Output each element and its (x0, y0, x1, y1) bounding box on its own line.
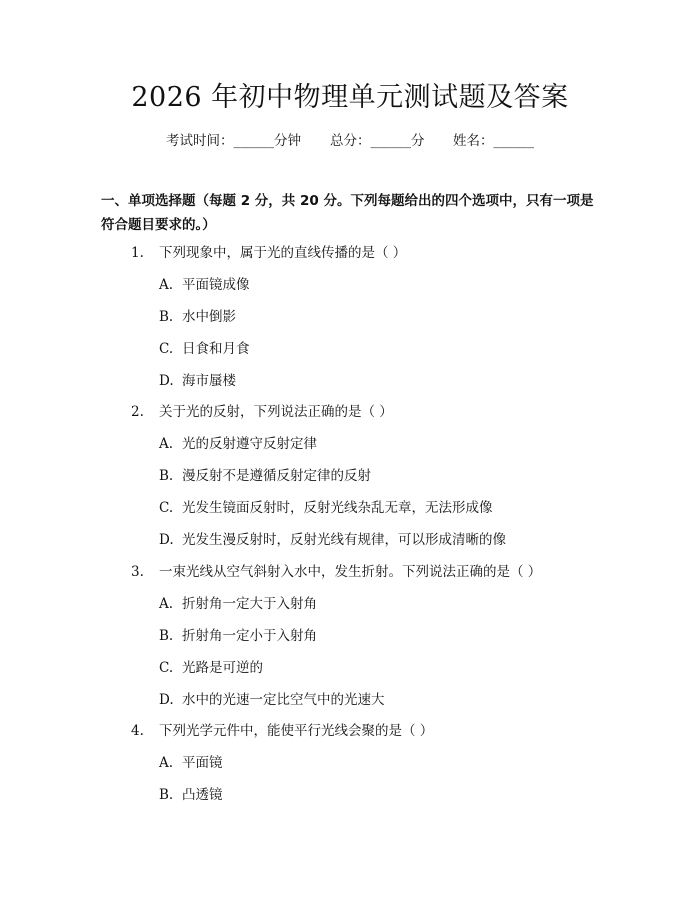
option-letter: B. (159, 787, 174, 803)
question-item (131, 562, 541, 582)
question-number: 2. (131, 404, 144, 420)
section-heading: 一、单项选择题（每题 2 分，共 20 分。下列每题给出的四个选项中，只有一项是符合题目要求的。） (101, 193, 594, 233)
option-item (159, 339, 250, 359)
option-text: 水中的光速一定比空气中的光速大 (182, 692, 385, 708)
student-name-field: 姓名：______ (453, 133, 534, 149)
question-text: 一束光线从空气斜射入水中，发生折射。下列说法正确的是（ ） (159, 564, 542, 580)
option-letter: B. (159, 468, 174, 484)
option-text: 光发生漫反射时，反射光线有规律，可以形成清晰的像 (182, 532, 506, 548)
option-item (159, 466, 371, 486)
question-number: 1. (131, 245, 144, 261)
option-text: 凸透镜 (182, 787, 223, 803)
question-number: 4. (131, 723, 144, 739)
option-item (159, 690, 385, 710)
option-letter: C. (159, 500, 174, 516)
question-item (131, 721, 433, 741)
option-letter: B. (159, 628, 174, 644)
option-item (159, 307, 236, 327)
option-item (159, 434, 317, 454)
option-letter: D. (159, 692, 174, 708)
option-letter: C. (159, 341, 174, 357)
option-item (159, 785, 223, 805)
exam-title: 2026 年初中物理单元测试题及答案 (131, 82, 569, 113)
option-item (159, 626, 317, 646)
option-letter: A. (159, 596, 174, 612)
option-item (159, 594, 317, 614)
option-item (159, 658, 263, 678)
question-text: 下列现象中，属于光的直线传播的是（ ） (159, 245, 407, 261)
option-text: 日食和月食 (182, 341, 250, 357)
option-letter: A. (159, 436, 174, 452)
option-letter: D. (159, 373, 174, 389)
option-letter: A. (159, 277, 174, 293)
question-number: 3. (131, 564, 144, 580)
option-letter: A. (159, 755, 174, 771)
option-text: 折射角一定大于入射角 (182, 596, 317, 612)
option-letter: D. (159, 532, 174, 548)
option-letter: C. (159, 660, 174, 676)
option-text: 折射角一定小于入射角 (182, 628, 317, 644)
option-text: 光的反射遵守反射定律 (182, 436, 317, 452)
option-text: 平面镜 (182, 755, 223, 771)
exam-time-field: 考试时间：______分钟 (166, 133, 301, 149)
question-item (131, 402, 393, 422)
option-item (159, 753, 223, 773)
option-item (159, 371, 236, 391)
option-text: 平面镜成像 (182, 277, 250, 293)
exam-meta (160, 130, 580, 152)
option-item (159, 498, 493, 518)
option-text: 漫反射不是遵循反射定律的反射 (182, 468, 371, 484)
option-text: 光发生镜面反射时，反射光线杂乱无章，无法形成像 (182, 500, 493, 516)
option-item (159, 275, 250, 295)
option-text: 光路是可逆的 (182, 660, 263, 676)
option-item (159, 530, 506, 550)
question-item (131, 243, 406, 263)
question-text: 关于光的反射，下列说法正确的是（ ） (159, 404, 393, 420)
option-text: 水中倒影 (182, 309, 236, 325)
question-text: 下列光学元件中，能使平行光线会聚的是（ ） (159, 723, 434, 739)
option-text: 海市蜃楼 (182, 373, 236, 389)
total-score-field: 总分：______分 (330, 133, 425, 149)
option-letter: B. (159, 309, 174, 325)
